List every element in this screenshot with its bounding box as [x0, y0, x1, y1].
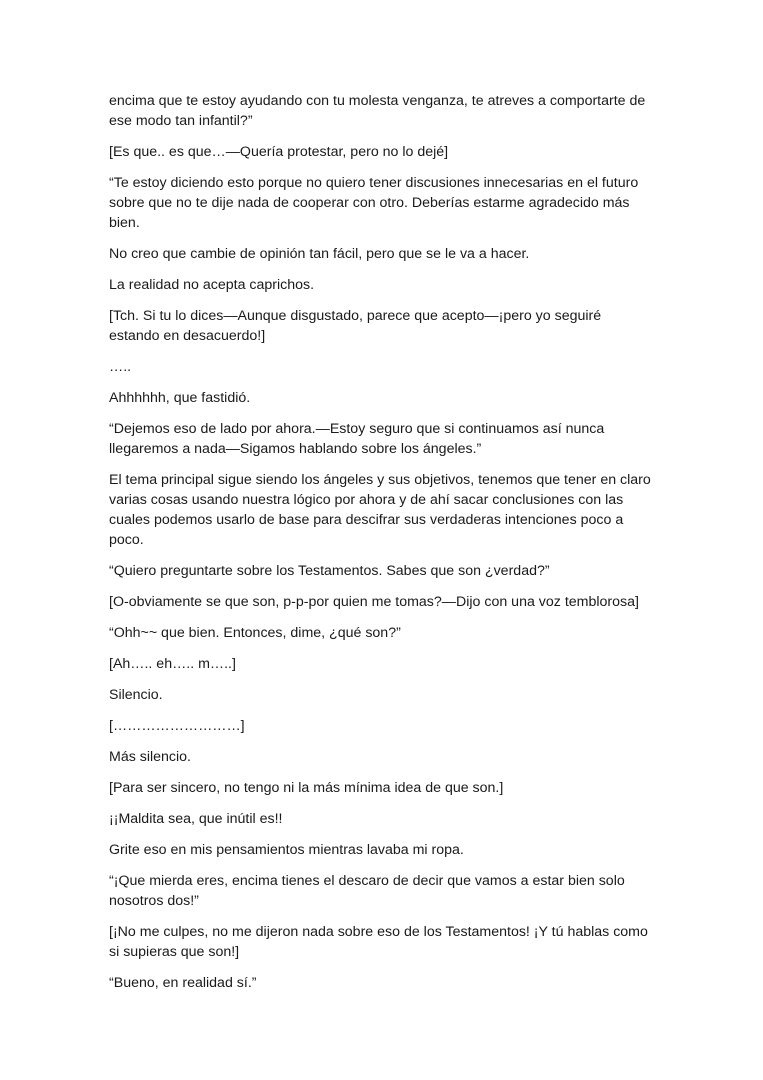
paragraph: [Es que.. es que…—Quería protestar, pero no lo dejé] — [109, 144, 449, 160]
paragraph: “Quiero preguntarte sobre los Testamentos. Sabes que son ¿verdad?” — [109, 563, 550, 579]
paragraph: No creo que cambie de opinión tan fácil, pero que se le va a hacer. — [109, 246, 530, 262]
paragraph: [Tch. Si tu lo dices—Aunque disgustado, parece que acepto—¡pero yo seguiré estando en desacuerdo!] — [109, 308, 602, 344]
paragraph: “Te estoy diciendo esto porque no quiero tener discusiones innecesarias en el futuro sobre que no te dije nada de cooperar con otro. Deberías estarme agradecido más bien. — [109, 175, 639, 231]
paragraph: [¡No me culpes, no me dijeron nada sobre eso de los Testamentos! ¡Y tú hablas como si supieras que son!] — [109, 924, 648, 960]
paragraph: ….. — [109, 359, 132, 375]
paragraph: Grite eso en mis pensamientos mientras lavaba mi ropa. — [109, 842, 464, 858]
paragraph: ¡¡Maldita sea, que inútil es!! — [109, 811, 283, 827]
paragraph: [Para ser sincero, no tengo ni la más mínima idea de que son.] — [109, 780, 504, 796]
paragraph: [O-obviamente se que son, p-p-por quien me tomas?—Dijo con una voz temblorosa] — [109, 594, 639, 610]
paragraph: El tema principal sigue siendo los ángeles y sus objetivos, tenemos que tener en claro varias cosas usando nuestra lógico por ahora y de ahí sacar conclusiones con las cuales podemos usarlo de base para descifrar sus verdaderas intenciones poco a poco. — [109, 472, 651, 548]
document-page — [109, 91, 654, 1004]
paragraph: “Ohh~~ que bien. Entonces, dime, ¿qué son?” — [109, 625, 401, 641]
paragraph: “Bueno, en realidad sí.” — [109, 975, 257, 991]
paragraph: [Ah….. eh….. m…..] — [109, 656, 236, 672]
paragraph: Ahhhhhh, que fastidió. — [109, 390, 251, 406]
paragraph: Silencio. — [109, 687, 163, 703]
paragraph: encima que te estoy ayudando con tu molesta venganza, te atreves a comportarte de ese modo tan infantil?” — [109, 93, 646, 129]
paragraph: “Dejemos eso de lado por ahora.—Estoy seguro que si continuamos así nunca llegaremos a nada—Sigamos hablando sobre los ángeles.” — [109, 421, 605, 457]
paragraph: [………………………] — [109, 718, 245, 734]
paragraph: La realidad no acepta caprichos. — [109, 277, 315, 293]
paragraph: “¡Que mierda eres, encima tienes el descaro de decir que vamos a estar bien solo nosotros dos!” — [109, 873, 625, 909]
paragraph: Más silencio. — [109, 749, 192, 765]
